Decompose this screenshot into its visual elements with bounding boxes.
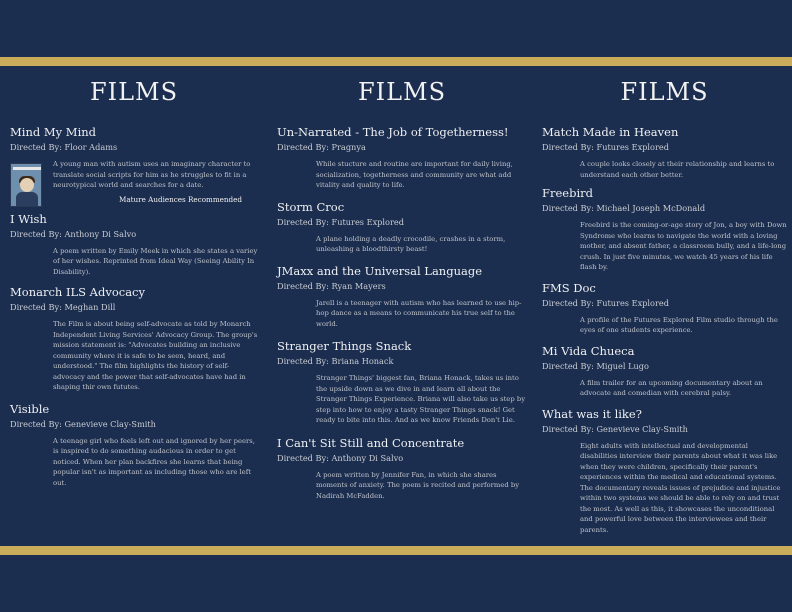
film-director: Directed By: Futures Explored — [542, 297, 669, 308]
film-entry — [10, 212, 258, 278]
film-poster-image — [10, 163, 42, 207]
film-entry — [542, 344, 787, 399]
film-title: Match Made in Heaven — [542, 125, 679, 139]
film-title: Storm Croc — [277, 199, 345, 214]
film-title: Mi Vida Chueca — [542, 343, 635, 358]
film-entry — [277, 125, 527, 191]
film-director: Directed By: Miguel Lugo — [542, 360, 649, 371]
film-director: Directed By: Briana Honack — [277, 356, 394, 366]
film-director: Directed By: Anthony Di Salvo — [10, 228, 137, 239]
film-description: The Film is about being self-advocate as told by Monarch Independent Living Services' Advocacy Group. The group's mission statement is: "Advocates building an inclusive community where it is safe to be seen, heard, and understood." The film highlights the history of self-advocacy and the power that self-advocates have had in shaping thir own fututes. — [53, 320, 258, 391]
film-director: Directed By: Genevieve Clay-Smith — [542, 423, 688, 434]
column-heading: FILMS — [620, 78, 709, 106]
film-description: A young man with autism uses an imaginary character to translate social scripts for him as he struggles to fit in a neurotypical world and searches for a date. — [53, 160, 251, 189]
film-description: Jarell is a teenager with autism who has learned to use hip-hop dance as a means to communicate his true self to the world. — [316, 298, 522, 328]
film-title: FMS Doc — [542, 280, 596, 295]
film-entry — [10, 125, 258, 205]
film-director: Directed By: Anthony Di Salvo — [277, 452, 404, 463]
film-director: Directed By: Floor Adams — [10, 142, 118, 152]
film-entry — [542, 281, 787, 336]
audience-rating: Mature Audiences Recommended — [119, 194, 242, 204]
film-entry — [542, 186, 787, 273]
film-description: A teenage girl who feels left out and ignored by her peers, is inspired to do something audacious in order to get noticed. When her plan backfires she learns that being popular isn't as important as including those who are left out. — [53, 436, 255, 487]
film-entry — [277, 436, 527, 502]
film-entry — [277, 200, 527, 255]
bottom-gold-band — [0, 546, 792, 555]
film-entry — [10, 285, 258, 393]
column-2 — [277, 75, 527, 509]
film-title: Monarch ILS Advocacy — [10, 285, 145, 299]
film-description: Eight adults with intellectual and developmental disabilities interview their parents about what it was like when they were children, specifically their parent's experiences within the medical and educational systems. The documentary reveals issues of prejudice and injustice within two systems we should be able to rely on and trust the most. As well as this, it showcases the unconditional and powerful love between the interviewees and their parents. — [580, 441, 781, 534]
film-director: Directed By: Futures Explored — [277, 216, 404, 227]
film-title: I Can't Sit Still and Concentrate — [277, 435, 465, 450]
column-1 — [10, 75, 258, 496]
film-director: Directed By: Meghan Dill — [10, 302, 116, 312]
film-title: Mind My Mind — [10, 125, 97, 139]
film-description: A couple looks closely at their relationship and learns to understand each other better. — [580, 160, 775, 179]
film-description: Freebird is the coming-or-age story of Jon, a boy with Down Syndrome who learns to navigate the world with a loving mother, and absent father, a classroom bully, and a life-long crush. In just five minutes, we watch 45 years of his life flash by. — [580, 221, 787, 271]
film-description: While stucture and routine are important for daily living, socialization, togetherness and community are what add vitality and quality to life. — [316, 160, 513, 189]
column-heading: FILMS — [89, 78, 179, 106]
film-description: A profile of the Futures Explored Film studio through the eyes of one students experience. — [580, 315, 778, 334]
film-title: Stranger Things Snack — [277, 339, 412, 353]
film-director: Directed By: Michael Joseph McDonald — [542, 203, 706, 213]
film-title: I Wish — [10, 211, 47, 226]
film-director: Directed By: Pragnya — [277, 142, 366, 152]
film-description: A plane holding a deadly crocodile, crashes in a storm, unleashing a bloodthirsty beast! — [316, 234, 506, 253]
film-description: A film trailer for an upcoming documentary about an advocate and comedian with cerebral palsy. — [580, 378, 763, 397]
film-title: Freebird — [542, 186, 593, 200]
poster-block — [10, 159, 258, 191]
film-director: Directed By: Ryan Mayers — [277, 280, 386, 291]
column-3 — [542, 75, 787, 543]
film-description: A poem written by Jennifer Fan, in which she shares moments of anxiety. The poem is recited and performed by Nadirah McFadden. — [316, 470, 520, 500]
film-description: Stranger Things' biggest fan, Briana Honack, takes us into the upside down as we dive in and learn all about the Stranger Things Experience. Briana will also take us step by step into how to enjoy a tasty Stranger Things snack! Get ready to bite into this. And as we know Friends Don't Lie. — [316, 374, 526, 424]
film-title: Un-Narrated - The Job of Togetherness! — [277, 125, 509, 139]
column-heading: FILMS — [357, 78, 447, 106]
film-entry — [277, 339, 527, 426]
film-title: Visible — [10, 401, 50, 416]
film-entry — [542, 407, 787, 536]
film-entry — [277, 264, 527, 330]
film-director: Directed By: Futures Explored — [542, 142, 669, 152]
film-title: JMaxx and the Universal Language — [277, 263, 482, 278]
film-description: A poem written by Emily Meek in which she states a variey of her wishes. Reprinted from Ideal Way (Seeing Ability In Disability). — [53, 246, 258, 276]
film-entry — [10, 402, 258, 489]
film-entry — [542, 125, 787, 180]
top-gold-band — [0, 57, 792, 66]
film-title: What was it like? — [542, 406, 642, 421]
film-director: Directed By: Genevieve Clay-Smith — [10, 418, 156, 429]
